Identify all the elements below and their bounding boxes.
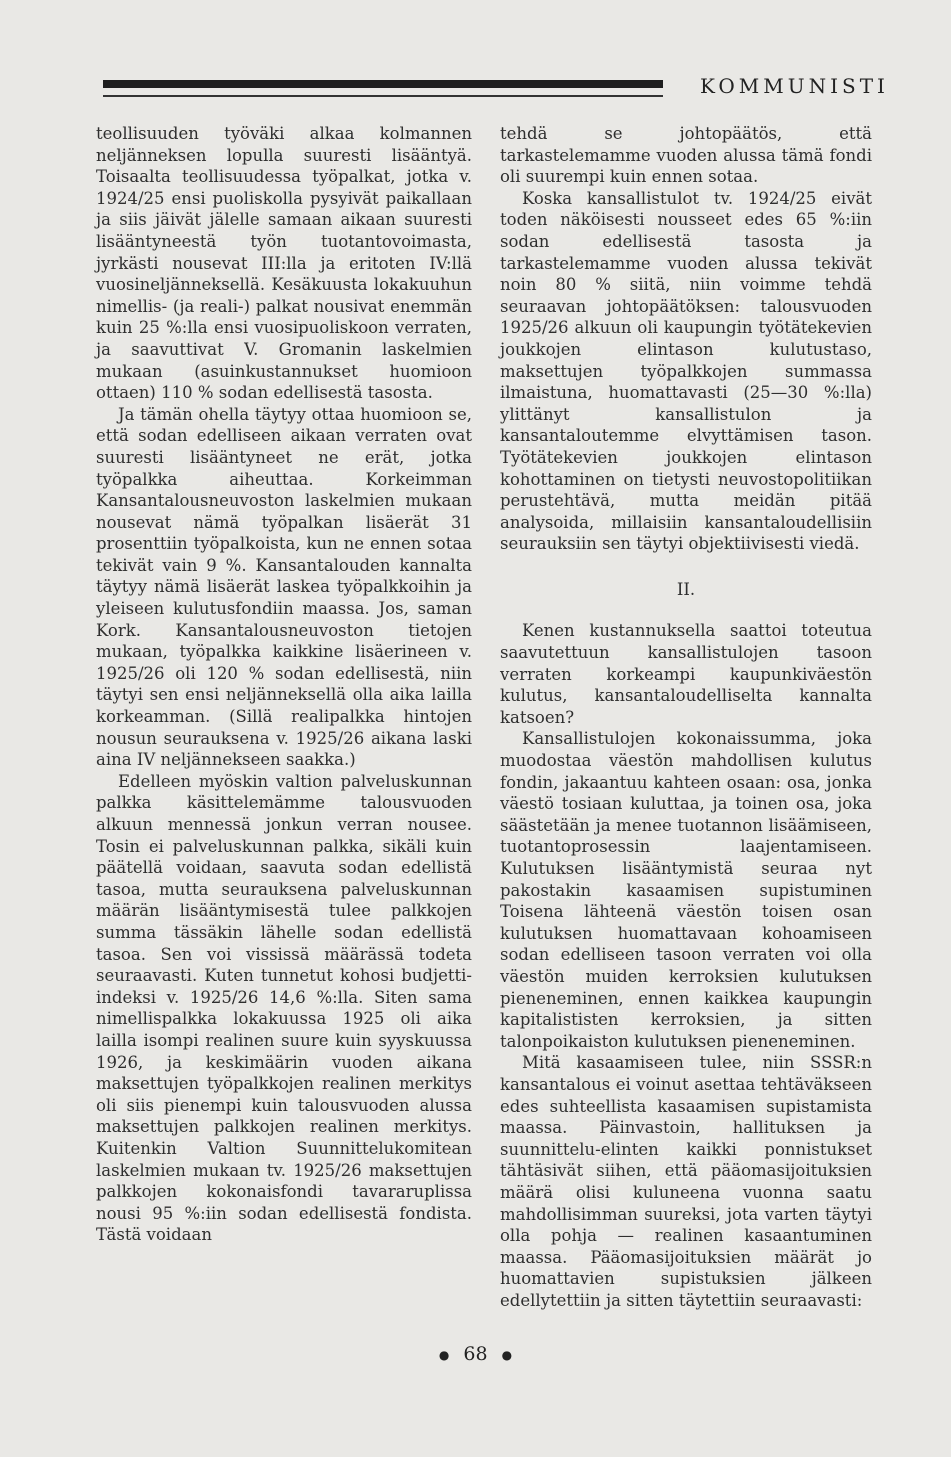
page-footer [0, 1343, 951, 1365]
page-number: 68 [463, 1343, 488, 1365]
left-column [96, 123, 472, 1246]
running-title: KOMMUNISTI [700, 74, 889, 98]
paragraph: Koska kansallistulot tv. 1924/25 eivät toden näköisesti nousseet edes 65 %:iin sodan edellisestä tasosta ja tarkastelemamme vuoden alussa tekivät noin 80 % siitä, niin voimme tehdä seuraavan johtopäätöksen: talousvuoden 1925/26 alkuun oli kaupungin työtätekevien joukkojen elintason kulutustaso, maksettujen työpalkkojen summassa ilmaistuna, huomattavasti (25—30 %:lla) ylittänyt kansallistulon ja kansantaloutemme elvyttämisen tason. Työtätekevien joukkojen elintason kohottaminen on tietysti neuvostopolitiikan perustehtävä, mutta meidän pitää analysoida, millaisiin kansantaloudellisiin seurauksiin sen täytyi objektiivisesti viedä. [500, 188, 872, 554]
paragraph: Mitä kasaamiseen tulee, niin SSSR:n kansantalous ei voinut asettaa tehtäväkseen edes suhteellista kasaamisen supistamista maassa. Päinvastoin, hallituksen ja suunnittelu-elinten kaikki ponnistukset tähtäsivät siihen, että pääomasijoituksien määrä olisi kuluneena vuonna saatu mahdollisimman suureksi, jota varten täytyi olla pohja — realinen kasaantuminen maassa. Pääomasijoituksien määrät jo huomattavien supistuksien jälkeen edellytettiin ja sitten täytettiin seuraavasti: [500, 1053, 872, 1310]
bullet-icon: ● [438, 1348, 450, 1362]
paragraph: Kansallistulojen kokonaissumma, joka muodostaa väestön mahdollisen kulutus fondin, jakaantuu kahteen osaan: osa, jonka väestö tosiaan kuluttaa, ja toinen osa, joka säästetään ja menee tuotannon lisäämiseen, tuotantoprosessin laajentamiseen. Kulutuksen lisääntymistä seuraa nyt pakostakin kasaamisen supistuminen Toisena lähteenä väestön toisen osan kulutuksen huomattavaan kohoamiseen sodan edelliseen tasoon verraten voi olla väestön muiden kerroksien kulutuksen pieneneminen, ennen kaikkea kaupungin kapitalististen kerroksien, ja sitten talonpoikaiston kulutuksen pieneneminen. [500, 729, 872, 1051]
right-column [500, 123, 872, 1311]
section-heading: II. [676, 579, 696, 599]
paragraph: tehdä se johtopäätös, että tarkastelemamme vuoden alussa tämä fondi oli suurempi kuin ennen sotaa. [500, 124, 872, 187]
bullet-icon: ● [501, 1348, 513, 1362]
paragraph: teollisuuden työväki alkaa kolmannen neljänneksen lopulla suuresti lisääntyä. Toisaalta teollisuudessa työpalkat, jotka v. 1924/25 ensi puoliskolla pysyivät paikallaan ja siis jäivät jälelle samaan aikaan suuresti lisääntyneestä työn tuotantovoimasta, jyrkästi nousevat III:lla ja eritoten IV:llä vuosineljänneksellä. Kesäkuusta lokakuuhun nimellis- (ja reali-) palkat nousivat enemmän kuin 25 %:lla ensi vuosipuoliskoon verraten, ja saavuttivat V. Gromanin laskelmien mukaan (asuinkustannukset huomioon ottaen) 110 % sodan edellisestä tasosta. [96, 124, 472, 403]
paragraph: Kenen kustannuksella saattoi toteutua saavutettuun kansallistulojen tasoon verraten korkeampi kaupunkiväestön kulutus, kansantaloudelliselta kannalta katsoen? [500, 621, 872, 727]
paragraph: Edelleen myöskin valtion palveluskunnan palkka käsittelemämme talousvuoden alkuun mennessä jonkun verran nousee. Tosin ei palveluskunnan palkka, sikäli kuin päätellä voidaan, saavuta sodan edellistä tasoa, mutta seurauksena palveluskunnan määrän lisääntymisestä tulee palkkojen summa tässäkin lähelle sodan edellistä tasoa. Sen voi vississä määrässä todeta seuraavasti. Kuten tunnetut kohosi budjetti-indeksi v. 1925/26 14,6 %:lla. Siten sama nimellispalkka lokakuussa 1925 oli aika lailla isompi realinen suure kuin syyskuussa 1926, ja keskimäärin vuoden aikana maksettujen työpalkkojen realinen merkitys oli siis pienempi kuin talousvuoden alussa maksettujen palkkojen realinen merkitys. Kuitenkin Valtion Suunnittelukomitean laskelmien mukaan tv. 1925/26 maksettujen palkkojen kokonaisfondi tavararuplissa nousi 95 %:iin sodan edellisestä fondista. Tästä voidaan [96, 771, 472, 1245]
header-rule-thick [103, 80, 663, 88]
paragraph: Ja tämän ohella täytyy ottaa huomioon se, että sodan edelliseen aikaan verraten ovat suuresti lisääntyneet ne erät, jotka työpalkka aiheuttaa. Korkeimman Kansantalousneuvoston laskelmien mukaan nousevat nämä työpalkan lisäerät 31 prosenttiin työpalkoista, kun ne ennen sotaa tekivät vain 9 %. Kansantalouden kannalta täytyy nämä lisäerät laskea työpalkkoihin ja yleiseen kulutusfondiin maassa. Jos, saman Kork. Kansantalousneuvoston tietojen mukaan, työpalkka kaikkine lisäerineen v. 1925/26 oli 120 % sodan edellisestä, niin täytyi sen ensi neljänneksellä olla aika lailla korkeamman. (Sillä realipalkka hintojen nousun seurauksena v. 1925/26 aikana laski aina IV neljännekseen saakka.) [96, 404, 472, 770]
header-rule-thin [103, 95, 663, 97]
